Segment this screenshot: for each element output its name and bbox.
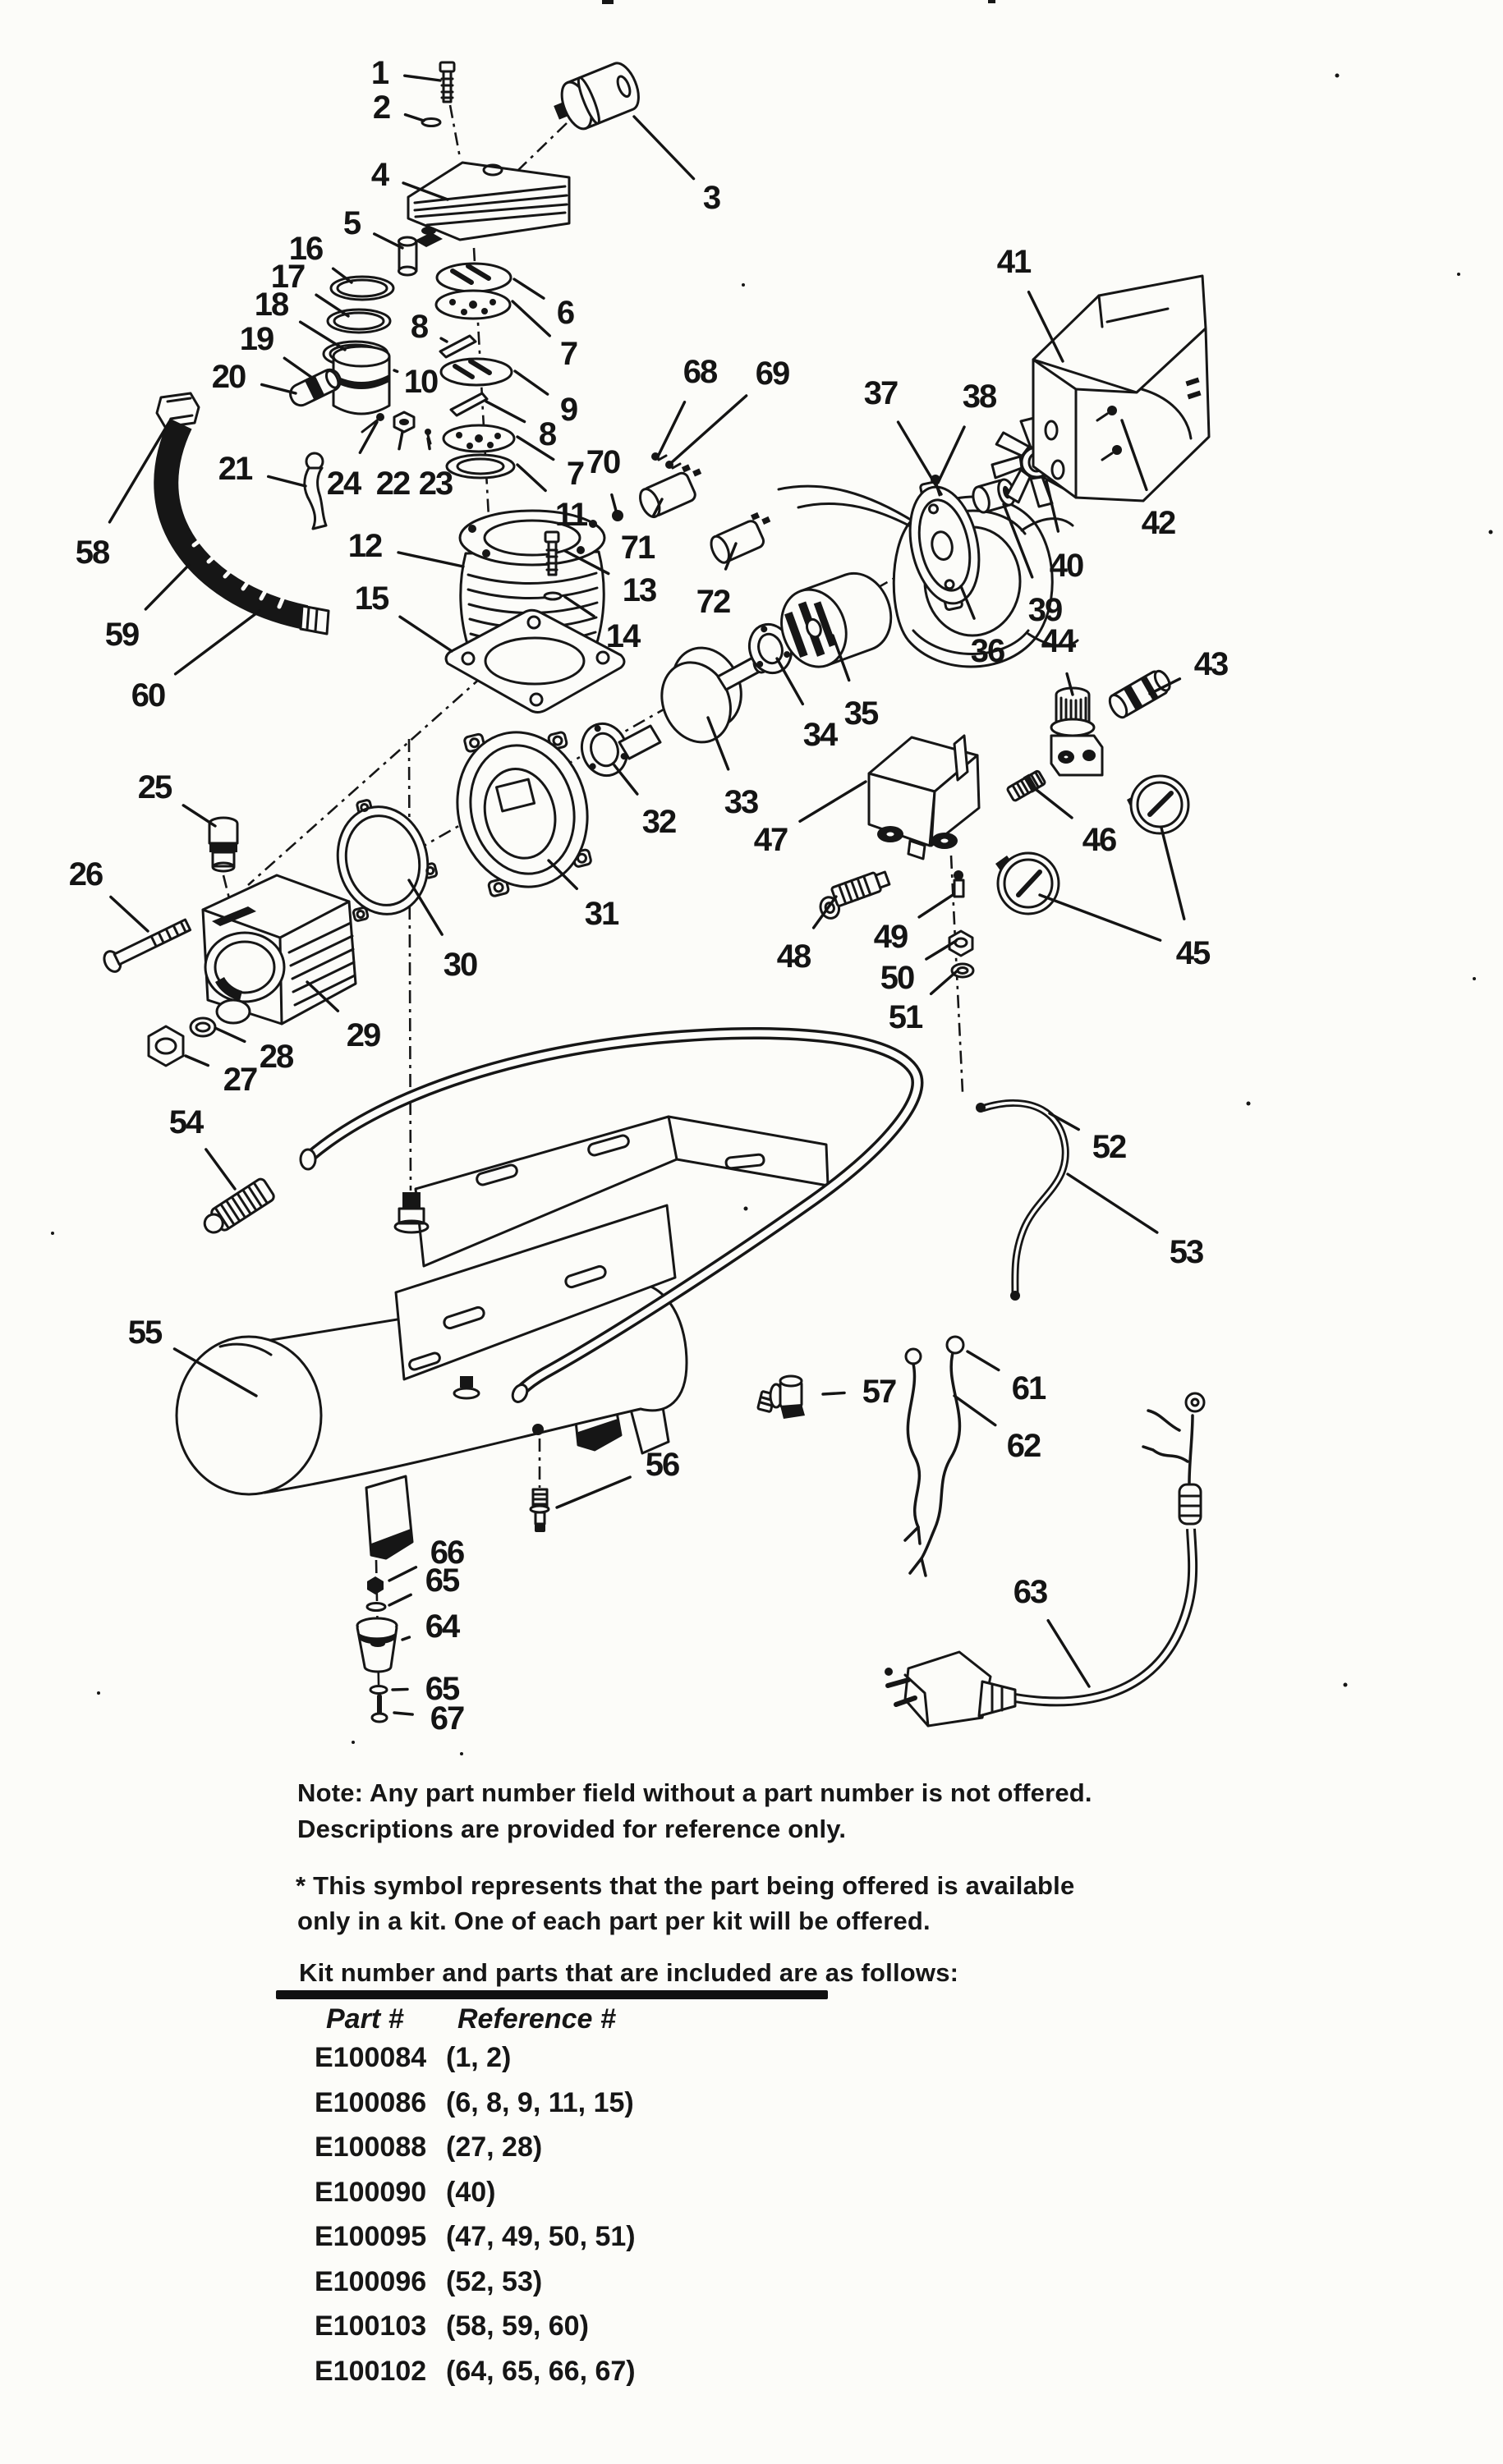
part-number-cell: E100096 — [315, 2265, 427, 2297]
part-number-label: 2 — [372, 89, 390, 126]
connecting-rod-part-21 — [305, 453, 326, 529]
leader-line — [269, 476, 306, 486]
leader-line — [215, 1028, 245, 1041]
leader-line — [1036, 790, 1072, 818]
part-number-label: 61 — [1011, 1370, 1046, 1406]
part-number-label: 66 — [430, 1535, 464, 1571]
part-number-label: 54 — [168, 1104, 203, 1140]
drain-plug-27-washer-28 — [149, 1018, 215, 1066]
valve-plate-stack — [436, 264, 514, 478]
tank-front-face — [177, 1337, 321, 1494]
part-number-label: 58 — [75, 535, 109, 571]
power-cord-part-63 — [885, 1393, 1204, 1726]
regulator-part-44 — [1051, 688, 1102, 775]
part-number-label: 45 — [1175, 935, 1210, 971]
cylinder-head-part-4 — [408, 163, 569, 240]
part-number-label: 1 — [370, 55, 388, 91]
leader-line — [1161, 828, 1184, 919]
kit-table-row — [315, 2177, 636, 2222]
lead-wires-61-62 — [905, 1337, 963, 1576]
note-line-2: Descriptions are provided for reference only. — [297, 1815, 847, 1843]
part-number-label: 3 — [702, 180, 720, 216]
part-number-label: 16 — [288, 231, 323, 267]
part-number-label: 70 — [586, 444, 620, 480]
leader-line — [659, 402, 685, 455]
part-number-label: 31 — [584, 896, 618, 932]
leader-line — [111, 897, 148, 931]
ball-part-70 — [612, 510, 623, 521]
reference-cell: (64, 65, 66, 67) — [446, 2355, 636, 2387]
part-number-label: 12 — [347, 528, 382, 564]
part-number-label: 23 — [418, 466, 453, 502]
quick-coupler-part-43 — [1106, 668, 1174, 720]
part-number-cell: E100086 — [315, 2086, 427, 2118]
leader-line — [284, 358, 312, 378]
part-number-label: 22 — [375, 466, 410, 502]
part-number-label: 9 — [559, 392, 577, 428]
part-number-label: 56 — [645, 1447, 679, 1483]
part-number-label: 7 — [559, 336, 577, 372]
part-number-label: 24 — [326, 466, 361, 502]
leader-line — [1040, 895, 1161, 940]
reference-cell: (40) — [446, 2176, 496, 2208]
leader-line — [145, 565, 189, 609]
part-number-label: 17 — [270, 259, 305, 295]
part-number-label: 8 — [410, 309, 428, 345]
part-number-label: 64 — [425, 1608, 459, 1645]
kit-table-row — [315, 2221, 636, 2266]
part-number-label: 38 — [962, 379, 996, 415]
part-number-label: 5 — [342, 205, 361, 241]
leader-line — [1068, 1174, 1157, 1232]
part-number-label: 19 — [239, 321, 273, 357]
pressure-switch-part-47 — [869, 736, 979, 859]
kit-heading: Kit number and parts that are included are as follows: — [299, 1958, 959, 1987]
leader-line — [206, 1149, 235, 1189]
part-number-label: 57 — [862, 1374, 896, 1410]
kit-table-rows — [315, 2042, 636, 2400]
part-number-label: 40 — [1049, 548, 1083, 584]
leader-line — [389, 1594, 411, 1605]
part-number-label: 71 — [620, 530, 655, 566]
note-line-1: Note: Any part number field without a part number is not offered. — [297, 1778, 1092, 1807]
oil-fill-hose-58-59-60 — [157, 393, 329, 634]
shroud-part-41 — [1033, 276, 1209, 501]
part-number-cell: E100090 — [315, 2176, 427, 2208]
part-number-label: 15 — [354, 580, 388, 617]
reference-cell: (27, 28) — [446, 2131, 543, 2163]
leader-line — [777, 658, 802, 704]
heading-underline — [276, 1990, 828, 1999]
leader-line — [612, 495, 616, 511]
part-number-label: 68 — [683, 354, 717, 390]
part-number-label: 51 — [888, 999, 922, 1035]
leader-line — [409, 880, 442, 934]
leader-line — [486, 401, 525, 422]
leader-line — [405, 115, 424, 121]
leader-line — [1048, 1621, 1089, 1686]
part-number-label: 26 — [68, 856, 103, 892]
leader-line — [800, 782, 866, 821]
kit-symbol-note-line-2: only in a kit. One of each part per kit will be offered. — [297, 1907, 931, 1935]
capacitor-part-72 — [706, 509, 778, 566]
part-number-cell: E100084 — [315, 2042, 427, 2073]
leader-line — [931, 970, 958, 993]
part-number-label: 6 — [556, 295, 574, 331]
part-number-label: 42 — [1141, 505, 1175, 541]
rubber-foot-assembly-64-67 — [357, 1560, 397, 1724]
kit-table-header — [315, 2003, 636, 2042]
part-number-label: 49 — [873, 919, 908, 955]
safety-valve-part-48 — [815, 869, 894, 920]
unloader-tube-52-53 — [976, 1103, 1065, 1301]
part-number-label: 46 — [1082, 822, 1116, 858]
kit-table — [315, 2003, 636, 2400]
part-number-label: 13 — [622, 572, 656, 608]
part-number-label: 30 — [443, 947, 477, 983]
part-number-label: 63 — [1013, 1574, 1047, 1610]
part-number-label: 4 — [370, 157, 388, 193]
bearing-plate-part-31 — [440, 713, 604, 901]
kit-table-row — [315, 2310, 636, 2356]
part-number-label: 72 — [696, 584, 730, 620]
part-number-label: 14 — [605, 618, 640, 654]
kit-table-row — [315, 2131, 636, 2177]
part-number-label: 62 — [1006, 1428, 1041, 1464]
drain-valve-part-56 — [531, 1438, 549, 1532]
part-number-label: 44 — [1041, 623, 1075, 659]
part-number-label: 69 — [755, 356, 789, 392]
elbow-fitting-part-57 — [758, 1376, 805, 1419]
leader-line — [938, 427, 964, 483]
part-number-label: 7 — [566, 456, 584, 492]
part-number-label: 20 — [211, 359, 246, 395]
leader-line — [968, 1351, 999, 1370]
part-number-label: 11 — [554, 497, 587, 533]
part-number-cell: E100095 — [315, 2221, 427, 2252]
leader-line — [614, 765, 637, 794]
bolt-part-26 — [101, 915, 192, 975]
head-bolt-part-1 — [440, 62, 454, 102]
part-number-label: 41 — [996, 244, 1031, 280]
leader-line — [399, 432, 402, 449]
leader-line — [517, 465, 545, 491]
leader-line — [919, 895, 953, 917]
piston-part-10 — [287, 346, 389, 414]
part-number-cell: E100088 — [315, 2131, 427, 2163]
part-number-label: 43 — [1193, 646, 1228, 682]
part-number-label: 35 — [843, 695, 878, 732]
part-number-cell: E100102 — [315, 2355, 427, 2387]
part-number-label: 55 — [127, 1315, 162, 1351]
part-number-label: 60 — [131, 677, 165, 714]
reference-cell: (47, 49, 50, 51) — [446, 2221, 636, 2252]
intake-filter-part-3 — [548, 59, 645, 136]
leader-line — [441, 338, 447, 342]
part-number-header: Part # — [326, 2003, 404, 2035]
leader-line — [186, 1056, 208, 1066]
nipple-fitting-part-46 — [1006, 769, 1046, 803]
part-number-label: 8 — [538, 416, 556, 452]
reference-cell: (52, 53) — [446, 2265, 543, 2297]
kit-table-row — [315, 2356, 636, 2401]
part-number-label: 32 — [641, 804, 676, 840]
kit-symbol-note-line-1: * This symbol represents that the part being offered is available — [296, 1871, 1075, 1900]
part-number-label: 34 — [802, 717, 837, 753]
leader-line — [899, 422, 941, 494]
leader-line — [394, 370, 398, 372]
kit-table-row — [315, 2266, 636, 2311]
part-number-label: 65 — [425, 1562, 459, 1599]
leader-line — [1046, 481, 1058, 531]
part-number-cell: E100103 — [315, 2310, 427, 2342]
kit-table-row — [315, 2087, 636, 2132]
handle-grip-part-54 — [200, 1177, 276, 1239]
part-number-label: 36 — [970, 633, 1004, 669]
part-number-label: 52 — [1092, 1129, 1126, 1165]
reference-cell: (1, 2) — [446, 2042, 512, 2073]
part-number-label: 33 — [724, 784, 758, 820]
part-number-label: 37 — [863, 375, 898, 411]
leader-line — [183, 805, 215, 826]
part-number-label: 65 — [425, 1671, 459, 1707]
kit-table-row — [315, 2042, 636, 2087]
part-number-label: 67 — [430, 1700, 464, 1737]
part-number-label: 59 — [104, 617, 139, 653]
leader-line — [405, 76, 440, 80]
leader-line — [398, 553, 463, 567]
part-number-label: 21 — [218, 451, 252, 487]
part-number-label: 47 — [753, 822, 788, 858]
reference-header: Reference # — [457, 2003, 616, 2035]
part-number-label: 48 — [776, 938, 811, 975]
crankshaft-part-33 — [619, 637, 769, 759]
part-number-label: 10 — [403, 364, 438, 400]
capacitor-part-71 — [634, 461, 710, 520]
washer-part-2 — [422, 119, 440, 126]
leader-line — [512, 301, 549, 336]
reference-cell: (6, 8, 9, 11, 15) — [446, 2086, 634, 2118]
part-number-label: 28 — [259, 1039, 293, 1075]
leader-line — [823, 1393, 844, 1394]
leader-line — [634, 117, 694, 179]
reference-cell: (58, 59, 60) — [446, 2310, 589, 2342]
part-number-label: 25 — [137, 769, 172, 805]
leader-line — [394, 1713, 412, 1714]
crankcase-part-29 — [203, 875, 356, 1024]
part-number-label: 53 — [1169, 1234, 1203, 1270]
leader-line — [428, 438, 430, 449]
leader-line — [514, 279, 544, 298]
part-number-label: 18 — [254, 287, 288, 323]
part-number-label: 39 — [1027, 592, 1062, 628]
leader-line — [176, 611, 260, 674]
part-number-label: 27 — [223, 1062, 257, 1098]
leader-line — [515, 371, 548, 394]
leader-line — [557, 1477, 630, 1507]
part-number-label: 29 — [346, 1017, 380, 1053]
leader-line — [393, 1689, 407, 1690]
leader-line — [400, 617, 452, 651]
part-number-label: 50 — [880, 960, 914, 996]
elbow-fitting-part-5 — [399, 232, 444, 275]
leader-line — [389, 1567, 416, 1581]
leader-line — [402, 1637, 409, 1640]
